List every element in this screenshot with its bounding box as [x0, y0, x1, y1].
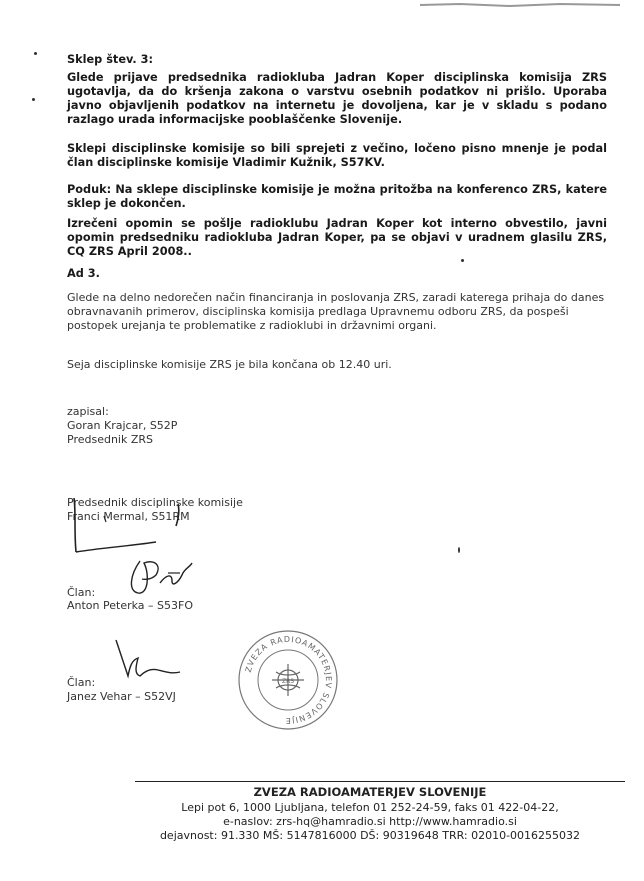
footer-divider — [135, 781, 625, 782]
footer-registry: dejavnost: 91.330 MŠ: 5147816000 DŠ: 90319648 TRR: 02010-0016255032 — [159, 829, 581, 842]
footer-organization: ZVEZA RADIOAMATERJEV SLOVENIJE — [253, 785, 487, 799]
chair-title: Predsednik disciplinske komisije — [67, 496, 243, 509]
session-closing: Seja disciplinske komisije ZRS je bila končana ob 12.40 uri. — [67, 358, 392, 371]
chair-name: Franci Mermal, S51RM — [67, 510, 190, 523]
ad3-heading: Ad 3. — [67, 267, 100, 280]
decision-paragraph-1: Glede prijave predsednika radiokluba Jadran Koper disciplinska komisija ZRS ugotavlja, da do kršenja zakona o varstvu osebnih podatkov ni prišlo. Uporaba javno objavljenih podatkov na internetu je dovoljena, kar je v skladu s podano razlago urada informacijske pooblaščenke Slovenije. — [67, 71, 607, 126]
member1-name: Anton Peterka – S53FO — [67, 599, 193, 612]
decision-paragraph-4: Izrečeni opomin se pošlje radioklubu Jadran Koper kot interno obvestilo, javni opomin predsedniku radiokluba Jadran Koper, pa se objavi v uradnem glasilu ZRS, CQ ZRS April 2008.. — [67, 217, 607, 258]
recorder-name: Goran Krajcar, S52P — [67, 419, 178, 432]
scan-speck — [461, 259, 464, 262]
member1-signature — [120, 553, 200, 601]
scan-speck — [32, 98, 35, 101]
member2-signature — [110, 636, 190, 686]
ad3-paragraph: Glede na delno nedorečen način financiranja in poslovanja ZRS, zaradi katerega prihaja do danes obravnavanih primerov, disciplinska komisija predlaga Upravnemu odboru ZRS, da pospeši postopek urejanja te problematike z radioklubi in državnimi organi. — [67, 291, 605, 332]
decision-heading: Sklep štev. 3: — [67, 53, 154, 66]
member1-label: Član: — [67, 586, 96, 599]
recorder-label: zapisal: — [67, 405, 109, 418]
footer-contact: e-naslov: zrs-hq@hamradio.si http://www.hamradio.si — [223, 815, 517, 828]
organization-seal — [236, 628, 340, 732]
member2-label: Član: — [67, 676, 96, 689]
scan-speck — [34, 52, 37, 55]
seal-text: ZVEZA RADIOAMATERJEV SLOVENIJE — [243, 634, 334, 726]
seal-emblem-text: ZRS — [281, 678, 295, 685]
footer-address: Lepi pot 6, 1000 Ljubljana, telefon 01 252-24-59, faks 01 422-04-22, — [181, 801, 559, 814]
scan-speck — [458, 547, 460, 553]
recorder-role: Predsednik ZRS — [67, 433, 154, 446]
scan-artifact — [420, 2, 620, 8]
decision-paragraph-3: Poduk: Na sklepe disciplinske komisije je možna pritožba na konferenco ZRS, katere sklep je dokončen. — [67, 183, 607, 210]
decision-paragraph-2: Sklepi disciplinske komisije so bili sprejeti z večino, ločeno pisno mnenje je podal član disciplinske komisije Vladimir Kužnik, S57KV. — [67, 142, 607, 169]
member2-name: Janez Vehar – S52VJ — [67, 690, 176, 703]
